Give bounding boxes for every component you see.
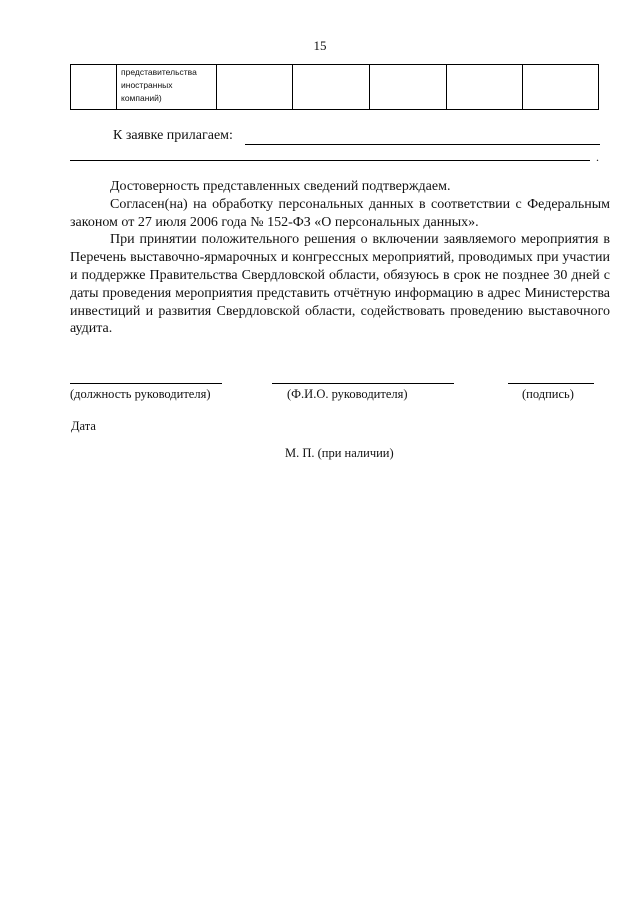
row-label-line: представительства <box>121 67 197 77</box>
table-cell <box>370 65 447 110</box>
page-number: 15 <box>313 38 327 53</box>
date-label: Дата <box>71 419 96 433</box>
attachment-fill-line-2 <box>70 160 590 161</box>
row-label-line: иностранных <box>121 80 173 90</box>
stamp-label: М. П. (при наличии) <box>285 446 394 460</box>
attachment-fill-line <box>245 144 600 145</box>
body-text <box>70 178 610 338</box>
table-row <box>71 65 599 110</box>
line-end-dot: . <box>596 150 599 164</box>
name-label: (Ф.И.О. руководителя) <box>287 387 408 401</box>
table-cell-label <box>117 65 217 110</box>
application-table <box>70 64 599 110</box>
confirmation-paragraph: Достоверность представленных сведений подтверждаем. <box>110 179 451 194</box>
table-cell <box>71 65 117 110</box>
position-label: (должность руководителя) <box>70 387 211 401</box>
consent-paragraph: Согласен(на) на обработку персональных данных в соответствии с Федеральным законом от 27 июля 2006 года № 152-ФЗ «О персональных данных». <box>70 196 610 230</box>
position-signature-line <box>70 383 222 384</box>
table-cell <box>523 65 599 110</box>
name-signature-line <box>272 383 454 384</box>
row-label-line: компаний) <box>121 93 162 103</box>
attachment-label: К заявке прилагаем: <box>113 128 233 143</box>
table-cell <box>217 65 293 110</box>
table-cell <box>447 65 523 110</box>
signature-label: (подпись) <box>522 387 574 401</box>
signature-line <box>508 383 594 384</box>
table-cell <box>293 65 370 110</box>
obligation-paragraph: При принятии положительного решения о включении заявляемого мероприятия в Перечень выставочно-ярмарочных и конгрессных мероприятий, проводимых при участии и поддержке Правительства Свердловской области, обязуюсь в срок не позднее 30 дней с даты проведения мероприятия представить отчётную информацию в адрес Министерства инвестиций и развития Свердловской области, содействовать проведению выставочного аудита. <box>70 232 610 337</box>
